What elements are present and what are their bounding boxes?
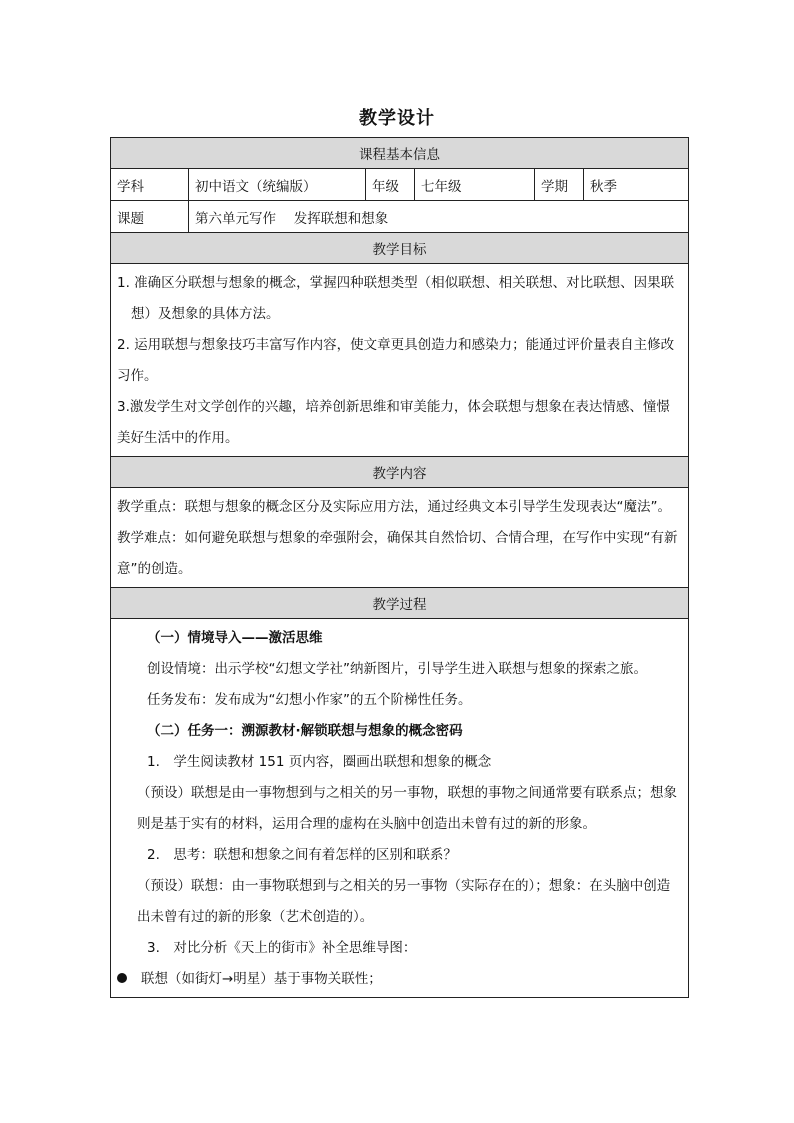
section-header-content <box>111 457 689 488</box>
section-header-objectives <box>111 233 689 264</box>
step-item: 1. 学生阅读教材 151 页内容，圈画出联想和想象的概念 <box>147 754 492 770</box>
step-item: 3. 对比分析《天上的街市》补全思维导图： <box>147 940 417 956</box>
part1-heading: （一）情境导入——激活思维 <box>147 630 323 646</box>
subject-label: 学科 <box>111 169 189 201</box>
section-title: 教学内容 <box>111 457 689 488</box>
step-answer: （预设）联想：由一事物联想到与之相关的另一事物（实际存在的）；想象：在头脑中创造出未曾有过的新的形象（艺术创造的）。 <box>137 878 671 925</box>
part2-heading: （二）任务一：溯源教材·解锁联想与想象的概念密码 <box>147 723 463 739</box>
topic-value: 第六单元写作 发挥联想和想象 <box>189 201 689 233</box>
part1-paragraph: 创设情境：出示学校“幻想文学社”纳新图片，引导学生进入联想与想象的探索之旅。 <box>147 661 647 677</box>
info-row-topic <box>111 201 689 233</box>
objectives-cell <box>111 264 689 457</box>
subject-value: 初中语文（统编版） <box>189 169 366 201</box>
section-header-process <box>111 588 689 619</box>
info-row-subject <box>111 169 689 201</box>
objectives-row <box>111 264 689 457</box>
section-header-basic-info <box>111 138 689 169</box>
key-point: 教学重点：联想与想象的概念区分及实际应用方法，通过经典文本引导学生发现表达“魔法”。 <box>117 499 671 515</box>
bullet-dot-icon <box>117 973 127 983</box>
term-label: 学期 <box>535 169 584 201</box>
process-row <box>111 619 689 998</box>
lesson-plan-table <box>110 137 689 998</box>
topic-label: 课题 <box>111 201 189 233</box>
step-item: 2. 思考：联想和想象之间有着怎样的区别和联系？ <box>147 847 457 863</box>
objective-item: 3.激发学生对文学创作的兴趣，培养创新思维和审美能力，体会联想与想象在表达情感、憧憬美好生活中的作用。 <box>117 399 670 446</box>
term-value: 秋季 <box>584 169 689 201</box>
grade-label: 年级 <box>366 169 415 201</box>
process-cell <box>111 619 689 998</box>
content-cell <box>111 488 689 588</box>
part1-paragraph: 任务发布：发布成为“幻想小作家”的五个阶梯性任务。 <box>147 692 472 708</box>
difficulty: 教学难点：如何避免联想与想象的牵强附会，确保其自然恰切、合情合理，在写作中实现“有新意”的创造。 <box>117 530 678 577</box>
bullet-item <box>117 964 682 995</box>
section-title: 课程基本信息 <box>111 138 689 169</box>
section-title: 教学目标 <box>111 233 689 264</box>
document-title: 教学设计 <box>359 108 435 129</box>
section-title: 教学过程 <box>111 588 689 619</box>
objective-item: 1. 准确区分联想与想象的概念，掌握四种联想类型（相似联想、相关联想、对比联想、因果联想）及想象的具体方法。 <box>117 275 675 322</box>
grade-value: 七年级 <box>415 169 535 201</box>
bullet-text: 联想（如街灯→明星）基于事物关联性； <box>141 971 382 987</box>
objective-item: 2. 运用联想与想象技巧丰富写作内容，使文章更具创造力和感染力；能通过评价量表自主修改习作。 <box>117 337 675 384</box>
content-row <box>111 488 689 588</box>
step-answer: （预设）联想是由一事物想到与之相关的另一事物，联想的事物之间通常要有联系点；想象则是基于实有的材料，运用合理的虚构在头脑中创造出未曾有过的新的形象。 <box>137 785 677 832</box>
